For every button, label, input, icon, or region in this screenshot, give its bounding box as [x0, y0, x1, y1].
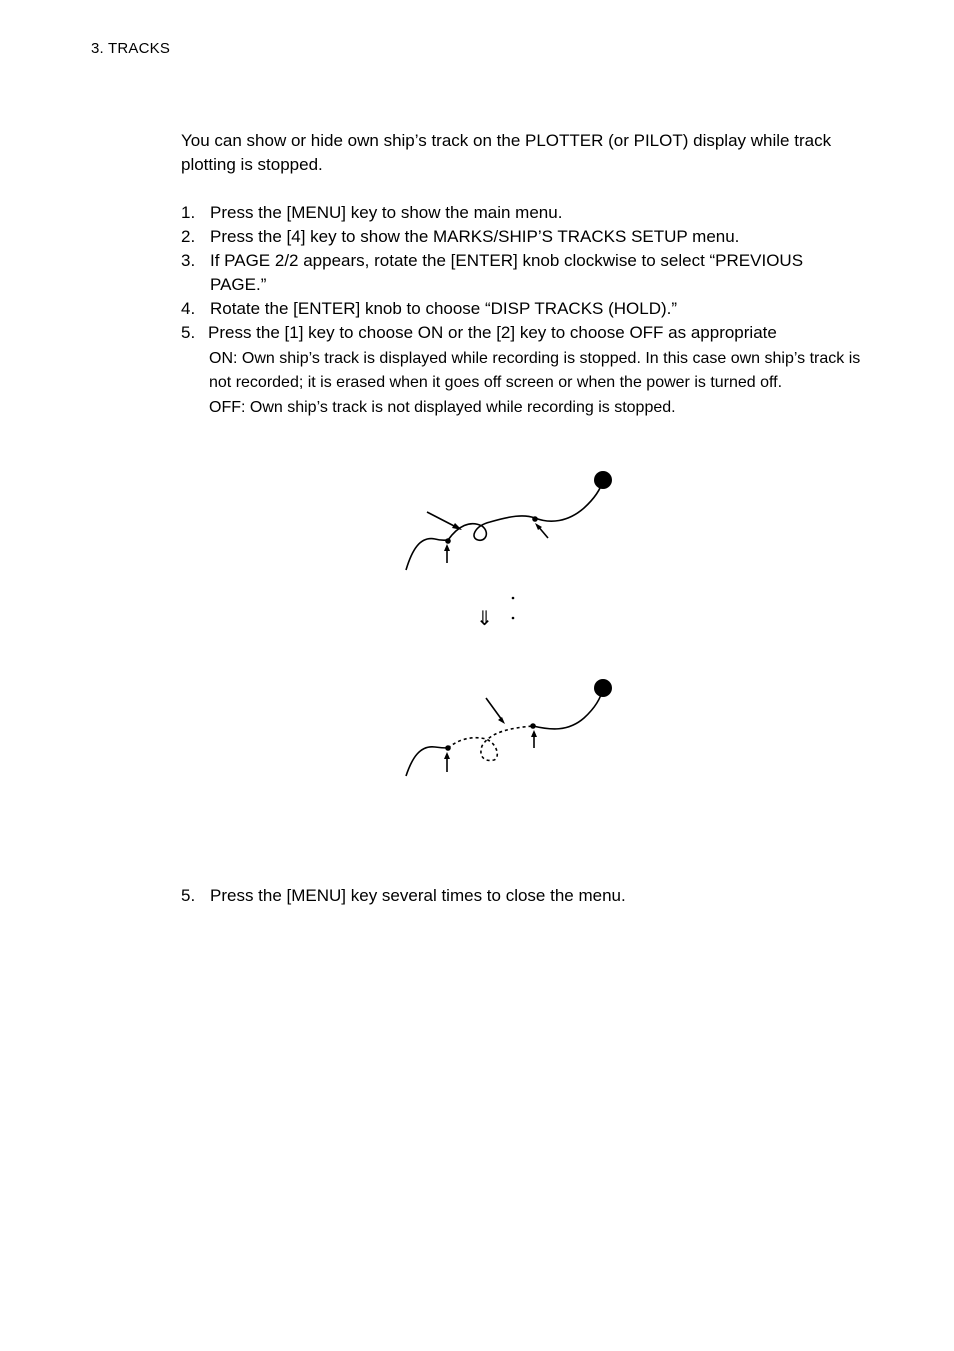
note-off: OFF: Own ship’s track is not displayed while recording is stopped.	[209, 399, 676, 416]
step-4	[181, 297, 861, 321]
track-point-icon	[532, 516, 538, 522]
step-text: If PAGE 2/2 appears, rotate the [ENTER] knob clockwise to select “PREVIOUS PAGE.”	[210, 251, 804, 294]
step-text: Rotate the [ENTER] knob to choose “DISP TRACKS (HOLD).”	[210, 299, 678, 318]
step-number: 5.	[181, 886, 196, 905]
intro-paragraph: You can show or hide own ship’s track on the PLOTTER (or PILOT) display while track plotting is stopped.	[181, 131, 832, 174]
arrow-shaft	[486, 698, 502, 720]
step-number: 1.	[181, 203, 196, 222]
dot-icon	[512, 597, 515, 600]
dot-icon	[512, 617, 515, 620]
arrow-shaft	[427, 512, 458, 528]
step-3	[181, 249, 861, 297]
procedure-steps	[181, 201, 861, 420]
own-ship-icon	[594, 471, 612, 489]
step-text: Press the [4] key to show the MARKS/SHIP’S TRACKS SETUP menu.	[210, 227, 740, 246]
step-final	[181, 884, 626, 908]
arrowhead-icon	[498, 717, 505, 724]
step-text: Press the [MENU] key several times to close the menu.	[210, 886, 626, 905]
step-text: Press the [1] key to choose ON or the [2] key to choose OFF as appropriate	[208, 323, 777, 342]
arrowhead-icon	[444, 544, 450, 551]
step-2	[181, 225, 861, 249]
chapter-header: 3. TRACKS	[91, 40, 171, 57]
dotted-track-line	[448, 726, 533, 760]
note-on: ON: Own ship’s track is displayed while recording is stopped. In this case own ship’s track is not recorded; it is erased when it goes off screen or when the power is turned off.	[209, 350, 861, 391]
track-illustration	[390, 462, 630, 792]
track-point-icon	[445, 745, 451, 751]
step-number: 3.	[181, 251, 196, 270]
step-1	[181, 201, 861, 225]
track-point-icon	[445, 538, 451, 544]
solid-track-line	[533, 688, 603, 729]
step-5	[181, 321, 861, 345]
track-diagram	[390, 462, 630, 792]
arrowhead-icon	[444, 752, 450, 759]
track-hidden-diagram	[406, 688, 603, 776]
arrowhead-icon	[452, 523, 462, 530]
step-text: Press the [MENU] key to show the main menu.	[210, 203, 563, 222]
track-displayed-diagram	[406, 480, 603, 570]
solid-track-line	[406, 480, 603, 570]
transition-arrow-icon: ⇓	[476, 606, 493, 630]
own-ship-icon	[594, 679, 612, 697]
track-markers-bottom	[444, 679, 612, 759]
track-markers-top	[444, 471, 612, 619]
step-number: 5.	[181, 323, 196, 342]
step-number: 4.	[181, 299, 196, 318]
step-number: 2.	[181, 227, 196, 246]
track-point-icon	[530, 723, 536, 729]
arrowhead-icon	[531, 730, 537, 737]
solid-track-line	[406, 747, 448, 776]
